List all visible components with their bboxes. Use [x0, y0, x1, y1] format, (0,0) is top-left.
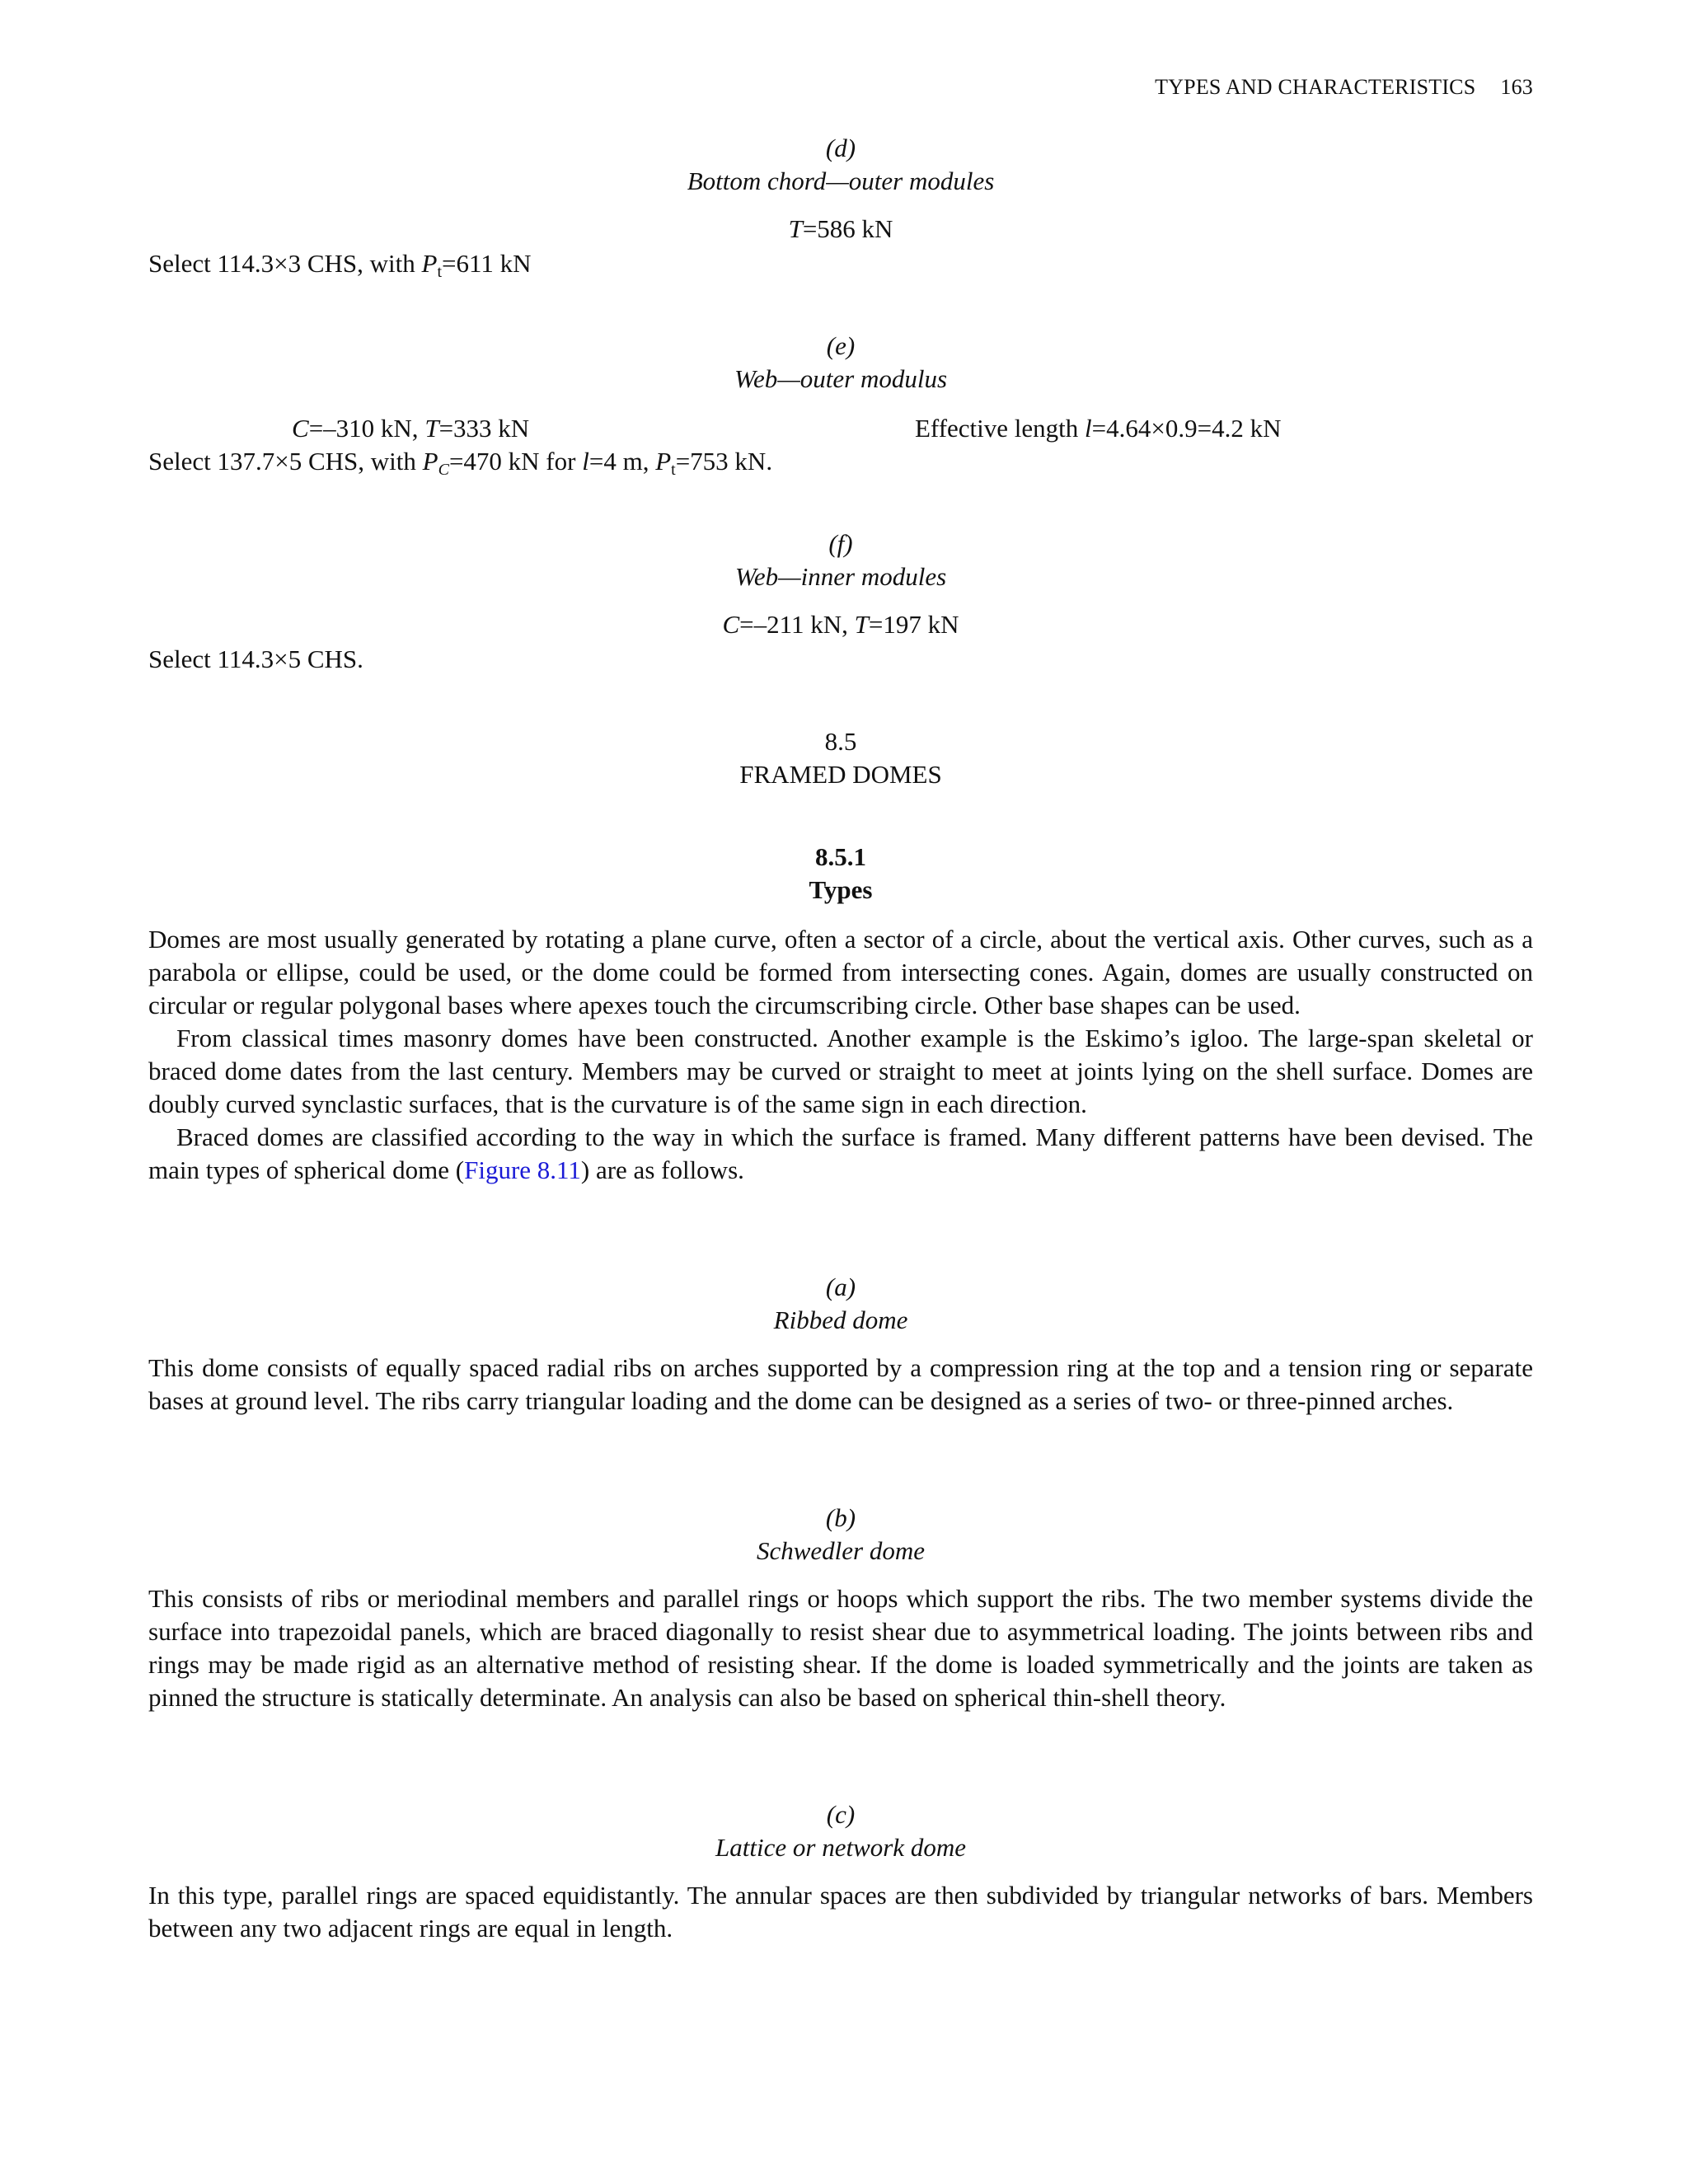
- calc-e-select: [148, 445, 772, 478]
- var-P: P: [655, 447, 672, 476]
- type-b-paragraph: This consists of ribs or meriodinal members and parallel rings or hoops which support the ribs. The two member systems divide the surface into trapezoidal panels, which are braced diagonally to resist shear due to asymmetrical loading. The joints between ribs and rings may be made rigid as an alternative method of resisting shear. If the dome is loaded symmetrically and the joints are taken as pinned the structure is statically determinate. An analysis can also be based on spherical thin-shell theory.: [148, 1584, 1533, 1712]
- effective-length-label: Effective length: [915, 414, 1085, 443]
- var-P: P: [421, 249, 438, 278]
- subscript-t: t: [437, 263, 442, 281]
- calc-f-label: (f): [828, 529, 853, 558]
- section-title: FRAMED DOMES: [739, 760, 942, 789]
- type-b-text: [148, 1582, 1533, 1714]
- calc-f-select: Select 114.3×5 CHS.: [148, 644, 363, 673]
- effective-length-value: =4.64×0.9=4.2 kN: [1091, 414, 1282, 443]
- type-a-title: Ribbed dome: [773, 1305, 908, 1334]
- page-number: 163: [1500, 75, 1533, 99]
- calc-d-title: Bottom chord—outer modules: [687, 166, 995, 195]
- type-c-title: Lattice or network dome: [715, 1833, 966, 1862]
- type-b-title: Schwedler dome: [756, 1536, 926, 1565]
- calc-d-force: [148, 213, 1533, 246]
- paragraph-3-text: Braced domes are classified according to the way in which the surface is framed. Many different patterns have been devised. The main types of spherical dome (: [148, 1122, 1533, 1184]
- select-text: Select 137.7×5 CHS, with: [148, 447, 423, 476]
- var-l: l: [582, 447, 589, 476]
- subscript-C: C: [438, 461, 449, 479]
- var-l: l: [1085, 414, 1092, 443]
- select-l-value: =4 m,: [588, 447, 656, 476]
- type-c-label: (c): [826, 1800, 856, 1829]
- subsection-title: Types: [809, 875, 873, 904]
- select-value: =611 kN: [442, 249, 532, 278]
- select-pt-value: =753 kN.: [675, 447, 773, 476]
- calc-e-effective-length: [915, 412, 1281, 445]
- force-c-value: =–310 kN,: [308, 414, 425, 443]
- intro-paragraphs: [148, 923, 1533, 1187]
- select-text: Select 114.3×3 CHS, with: [148, 249, 422, 278]
- calc-d-select: [148, 247, 531, 280]
- type-a-paragraph: This dome consists of equally spaced radial ribs on arches supported by a compression ring at the top and a tension ring or separate bases at ground level. The ribs carry triangular loading and the dome can be designed as a series of two- or three-pinned arches.: [148, 1353, 1533, 1415]
- paragraph-3: [148, 1121, 1533, 1187]
- calc-e-forces: [292, 412, 529, 445]
- paragraph-3-tail: ) are as follows.: [580, 1155, 744, 1184]
- calc-e-title: Web—outer modulus: [734, 364, 948, 393]
- select-pc-value: =470 kN for: [448, 447, 583, 476]
- var-P: P: [422, 447, 438, 476]
- section-number: 8.5: [824, 727, 857, 756]
- running-head-title: TYPES AND CHARACTERISTICS: [1155, 75, 1476, 99]
- subsection-number: 8.5.1: [815, 842, 866, 871]
- var-C: C: [292, 414, 309, 443]
- subscript-t: t: [671, 461, 676, 479]
- type-c-paragraph: In this type, parallel rings are spaced equidistantly. The annular spaces are then subdivided by triangular networks of bars. Members between any two adjacent rings are equal in length.: [148, 1881, 1533, 1943]
- figure-8-11-link[interactable]: Figure 8.11: [464, 1155, 581, 1184]
- force-c-value: =–211 kN,: [739, 610, 855, 639]
- running-head: [1155, 71, 1533, 104]
- type-b-label: (b): [825, 1503, 856, 1532]
- calc-d-label: (d): [825, 134, 856, 162]
- var-T: T: [788, 214, 803, 243]
- calc-e-label: (e): [826, 331, 856, 360]
- calc-f-forces: [148, 608, 1533, 641]
- paragraph-1: Domes are most usually generated by rotating a plane curve, often a sector of a circle, about the vertical axis. Other curves, such as a parabola or ellipse, could be used, or the dome could be formed from intersecting cones. Again, domes are usually constructed on circular or regular polygonal bases where apexes touch the circumscribing circle. Other base shapes can be used.: [148, 925, 1533, 1019]
- var-C: C: [722, 610, 740, 639]
- force-value: =586 kN: [802, 214, 893, 243]
- calc-f-title: Web—inner modules: [734, 562, 947, 591]
- force-t-value: =197 kN: [868, 610, 959, 639]
- var-T: T: [854, 610, 869, 639]
- force-t-value: =333 kN: [438, 414, 530, 443]
- var-T: T: [424, 414, 439, 443]
- type-c-text: [148, 1879, 1533, 1945]
- type-a-label: (a): [825, 1272, 856, 1301]
- type-a-text: [148, 1352, 1533, 1418]
- paragraph-2: From classical times masonry domes have been constructed. Another example is the Eskimo’s igloo. The large-span skeletal or braced dome dates from the last century. Members may be curved or straight to meet at joints lying on the shell surface. Domes are doubly curved synclastic surfaces, that is the curvature is of the same sign in each direction.: [148, 1024, 1533, 1118]
